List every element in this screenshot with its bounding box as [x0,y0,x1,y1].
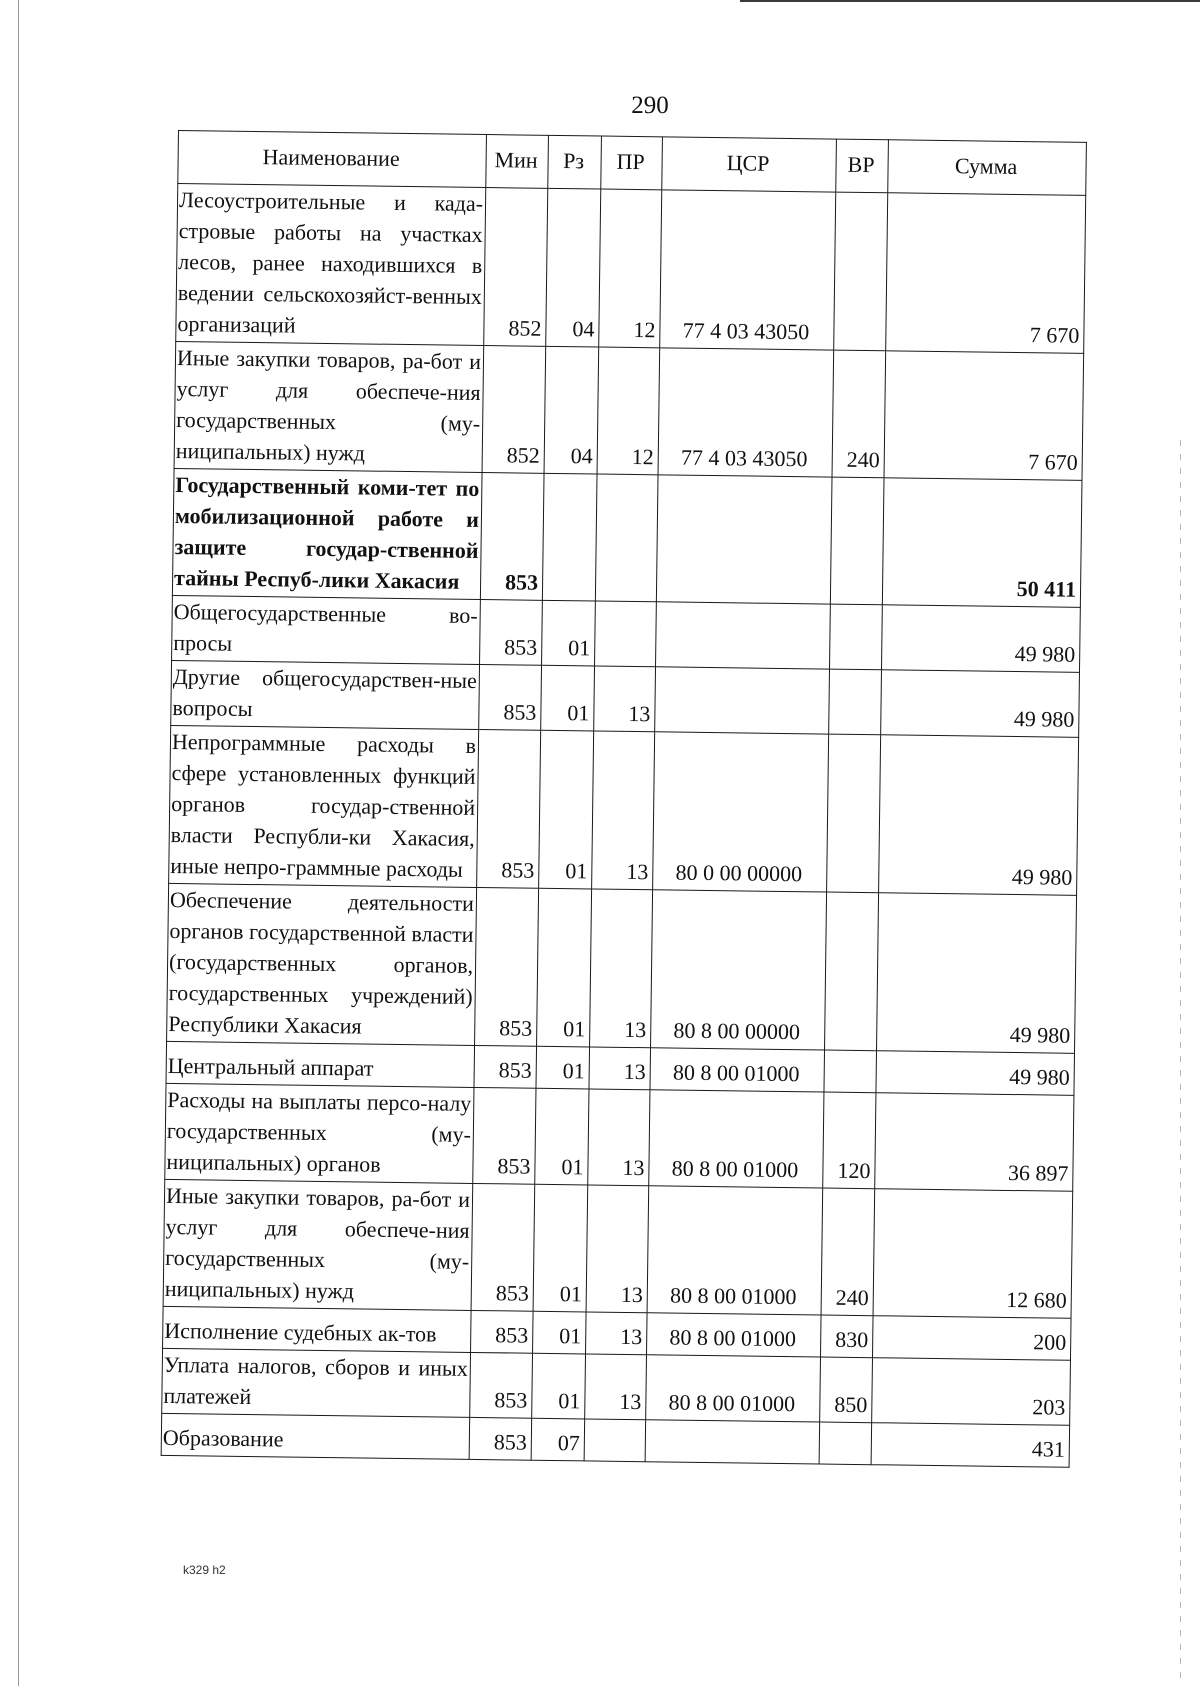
cell-pr: 13 [585,1354,647,1420]
cell-pr: 13 [586,1185,649,1313]
cell-rz: 01 [537,888,592,1047]
cell-sum: 203 [872,1358,1071,1426]
cell-min: 853 [480,599,543,665]
cell-pr: 13 [590,889,653,1048]
cell-sum: 7 670 [884,351,1084,481]
cell-vr: 120 [823,1092,876,1189]
cell-vr [827,734,881,893]
header-sum: Сумма [888,140,1087,196]
page-number: 290 [631,92,669,119]
cell-name: Общегосударственные во-просы [172,595,481,664]
cell-min: 853 [470,1352,533,1418]
cell-sum: 49 980 [877,893,1077,1054]
cell-rz: 04 [544,346,599,474]
cell-sum: 49 980 [876,1051,1075,1096]
cell-csr [655,667,830,734]
cell-min: 853 [469,1417,532,1460]
cell-csr: 80 8 00 00000 [651,890,827,1050]
scan-edge-left [18,0,19,1686]
cell-name: Государственный коми-тет по мобилизационной работе и защите государ-ственной тайны Респуб-лики Хакасия [172,468,482,599]
table-row [163,1179,1073,1318]
table-row [176,184,1086,354]
cell-vr: 240 [832,350,886,478]
cell-pr: 13 [592,731,655,890]
cell-vr: 850 [820,1357,873,1423]
cell-rz: 01 [536,1046,590,1089]
cell-csr: 80 0 00 00000 [653,732,829,892]
cell-min: 852 [482,346,546,474]
cell-pr: 13 [588,1089,650,1186]
cell-csr [645,1420,820,1464]
cell-rz: 01 [535,1088,589,1185]
cell-min: 853 [471,1183,535,1311]
cell-min: 853 [471,1310,534,1353]
cell-rz: 01 [533,1311,587,1354]
scan-edge-right [1180,440,1181,1686]
cell-csr: 77 4 03 43050 [660,190,836,350]
cell-vr: 240 [821,1188,875,1316]
cell-min: 853 [474,1045,537,1088]
cell-min: 853 [475,887,539,1046]
cell-sum: 36 897 [875,1093,1074,1192]
cell-vr [834,192,888,351]
cell-csr: 80 8 00 01000 [646,1355,821,1422]
cell-name: Другие общегосударствен-ные вопросы [171,660,480,729]
cell-vr [825,892,879,1051]
cell-name: Исполнение судебных ак-тов [163,1306,472,1352]
cell-vr [829,669,882,735]
cell-rz: 01 [541,665,595,731]
cell-name: Образование [161,1413,470,1459]
header-csr: ЦСР [662,137,837,192]
table-row [172,595,1081,672]
cell-sum: 49 980 [881,670,1080,738]
cell-csr: 80 8 00 01000 [649,1090,824,1188]
cell-pr: 12 [597,347,660,475]
cell-pr: 13 [586,1312,648,1355]
cell-sum: 431 [871,1423,1070,1468]
cell-pr [595,601,657,667]
cell-rz [542,473,597,601]
cell-name: Обеспечение деятельности органов государственной власти (государственных органов, государственных учреждений) Республики Хакасия [167,883,477,1045]
table-body [161,184,1086,1468]
cell-csr: 77 4 03 43050 [658,348,834,477]
cell-min: 853 [477,729,541,888]
cell-name: Иные закупки товаров, ра-бот и услуг для обеспече-ния государственных (му-ниципальных) нужд [163,1179,473,1310]
cell-vr [824,1050,877,1093]
cell-sum: 49 980 [881,605,1080,673]
table-row [167,883,1077,1053]
table-row [162,1348,1071,1425]
cell-pr [595,474,658,602]
cell-rz: 01 [539,730,594,889]
budget-table [161,130,1087,1468]
footer-code: k329 h2 [183,1563,226,1577]
cell-vr [819,1422,872,1465]
cell-csr: 80 8 00 01000 [647,1186,823,1315]
cell-rz: 07 [531,1418,585,1461]
cell-csr [656,602,831,669]
cell-min: 852 [484,188,548,347]
cell-name: Иные закупки товаров, ра-бот и услуг для обеспече-ния государственных (му-ниципальных) нужд [174,341,484,472]
cell-min: 853 [479,664,542,730]
cell-csr: 80 8 00 01000 [647,1313,822,1357]
table-row [172,468,1082,607]
cell-sum: 7 670 [886,193,1086,354]
cell-sum: 49 980 [879,735,1079,896]
cell-vr: 830 [820,1315,873,1358]
table-row [174,341,1084,480]
header-vr: ВР [836,139,889,193]
cell-vr [830,477,884,605]
cell-pr: 13 [589,1047,651,1090]
cell-rz: 01 [533,1184,588,1312]
scan-edge-top [740,0,1200,2]
cell-name: Центральный аппарат [166,1041,475,1087]
cell-name: Непрограммные расходы в сфере установленных функций органов государ-ственной власти Республи-ки Хакасия, иные непро-граммные расходы [169,725,479,887]
cell-pr: 12 [599,189,662,348]
cell-csr [656,475,832,604]
table-row [169,725,1079,895]
header-rz: Рз [548,135,602,189]
header-pr: ПР [601,136,663,190]
cell-rz: 01 [532,1353,586,1419]
cell-pr: 13 [594,666,656,732]
table-row [171,660,1080,737]
cell-sum: 50 411 [882,478,1082,608]
table-row [165,1083,1074,1191]
cell-pr [584,1419,646,1462]
cell-name: Расходы на выплаты персо-налу государственных (му-ниципальных) органов [165,1083,474,1183]
cell-min: 853 [473,1087,536,1184]
cell-sum: 200 [872,1316,1071,1361]
cell-csr: 80 8 00 01000 [650,1048,825,1092]
header-min: Мин [486,135,549,189]
cell-rz: 01 [542,600,596,666]
cell-min: 853 [480,473,544,601]
cell-vr [829,604,882,670]
cell-name: Уплата налогов, сборов и иных платежей [162,1348,471,1417]
cell-name: Лесоустроительные и када-стровые работы на участках лесов, ранее находившихся в ведении сельскохозяйст-венных организаций [176,184,486,346]
cell-rz: 04 [546,188,601,347]
cell-sum: 12 680 [873,1189,1073,1319]
header-name: Наименование [178,131,487,188]
